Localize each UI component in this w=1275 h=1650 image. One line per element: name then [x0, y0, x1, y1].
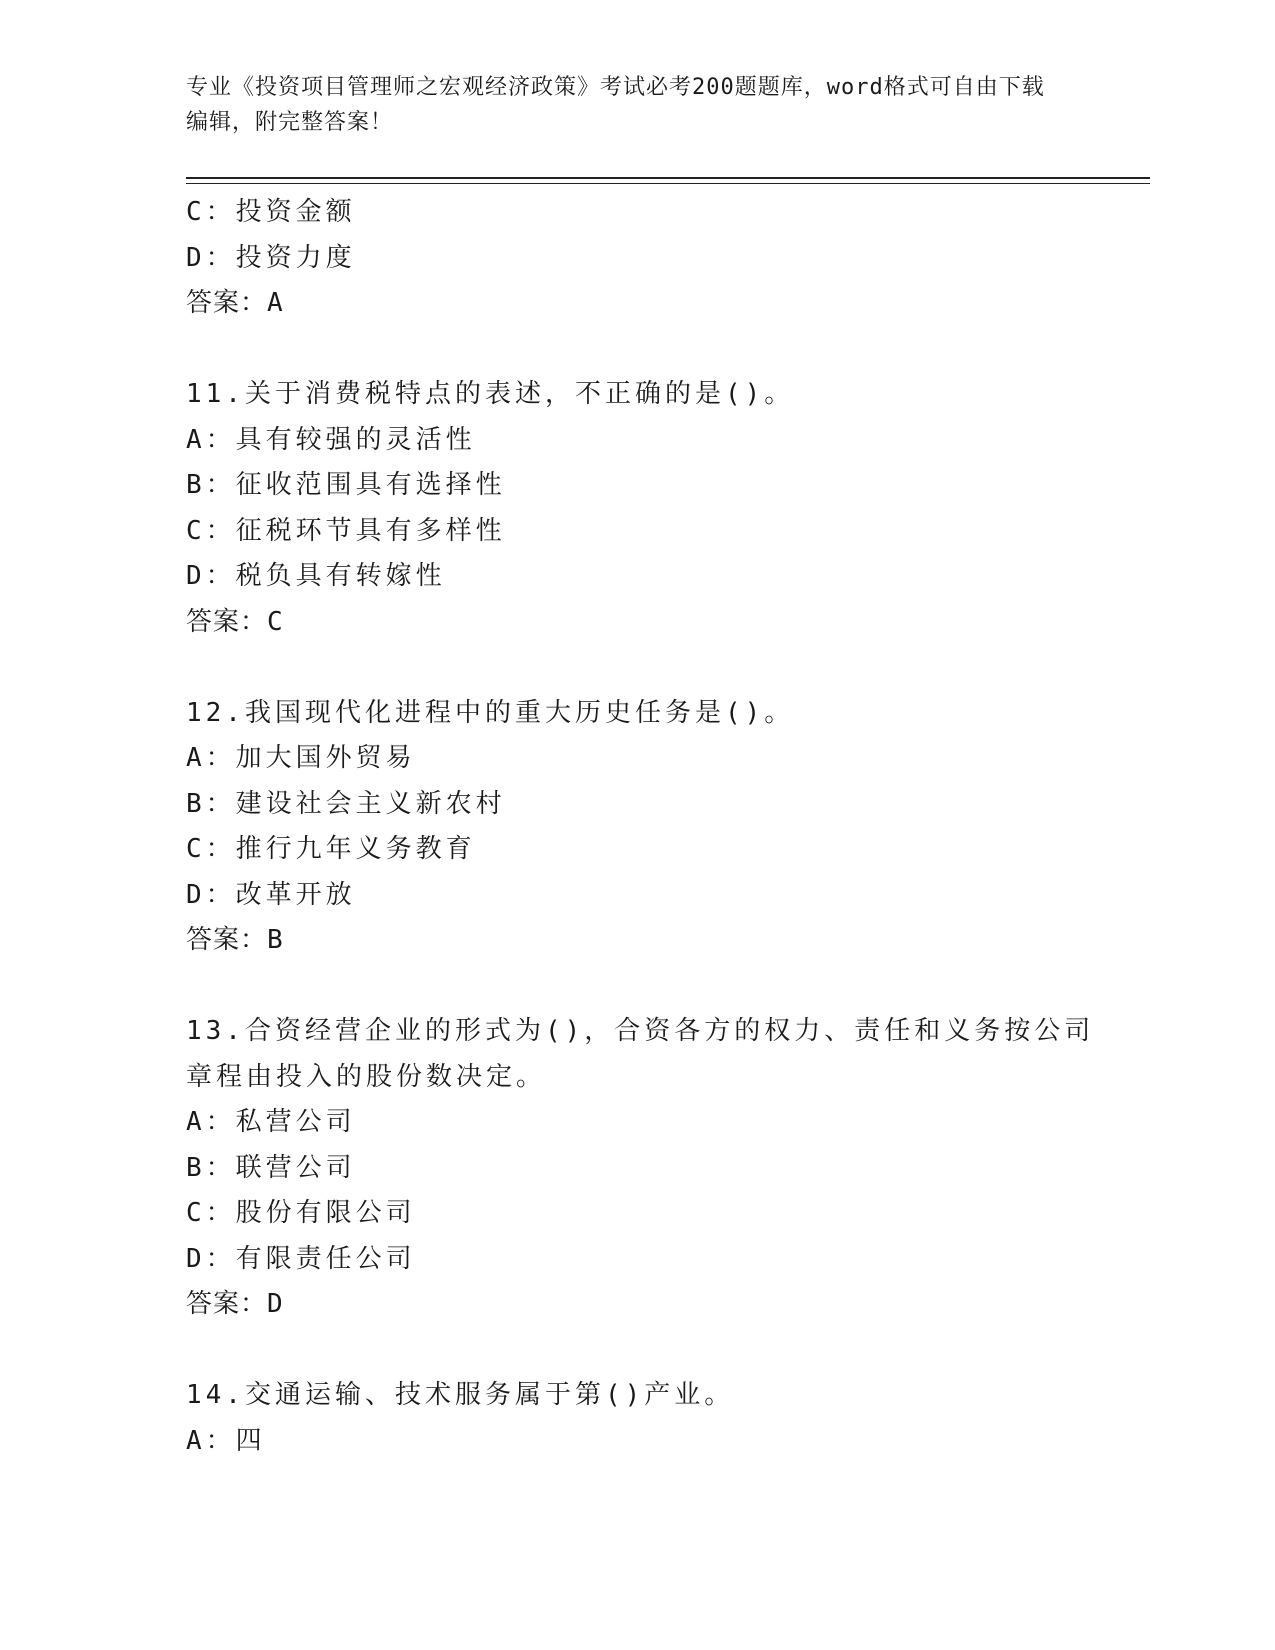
option-a: A：四: [186, 1425, 266, 1456]
option-c: C：股份有限公司: [186, 1198, 416, 1228]
question-stem: 11.关于消费税特点的表述，不正确的是()。: [186, 379, 795, 409]
option-b: B：征收范围具有选择性: [186, 470, 506, 500]
question-block-11: [186, 372, 1106, 645]
header-rule-thin: [186, 183, 1150, 184]
option-c: C：投资金额: [186, 197, 356, 227]
header-rule-thick: [186, 177, 1150, 179]
option-c: C：征税环节具有多样性: [186, 515, 506, 546]
question-block-12: [186, 691, 1106, 964]
option-d: D：改革开放: [186, 879, 356, 910]
answer-line: 答案：A: [186, 288, 284, 318]
option-b: B：联营公司: [186, 1152, 356, 1183]
question-block-14: [186, 1373, 1106, 1464]
answer-line: 答案：B: [186, 925, 284, 955]
option-d: D：税负具有转嫁性: [186, 561, 446, 591]
option-a: A：私营公司: [186, 1107, 356, 1137]
question-list: [186, 190, 1106, 1464]
option-d: D：有限责任公司: [186, 1243, 416, 1274]
question-block-prev: [186, 190, 1106, 327]
answer-line: 答案：C: [186, 606, 284, 637]
option-d: D：投资力度: [186, 242, 356, 273]
question-stem: 14.交通运输、技术服务属于第()产业。: [186, 1380, 735, 1410]
document-header: 专业《投资项目管理师之宏观经济政策》考试必考200题题库，word格式可自由下载编辑，附完整答案！: [186, 75, 1045, 135]
option-b: B：建设社会主义新农村: [186, 788, 506, 819]
question-stem: 13.合资经营企业的形式为()，合资各方的权力、责任和义务按公司章程由投入的股份数决定。: [186, 1016, 1095, 1092]
option-c: C：推行九年义务教育: [186, 834, 476, 864]
question-block-13: [186, 1009, 1106, 1328]
question-stem: 12.我国现代化进程中的重大历史任务是()。: [186, 697, 795, 728]
option-a: A：加大国外贸易: [186, 743, 416, 773]
option-a: A：具有较强的灵活性: [186, 424, 476, 455]
answer-line: 答案：D: [186, 1289, 284, 1319]
